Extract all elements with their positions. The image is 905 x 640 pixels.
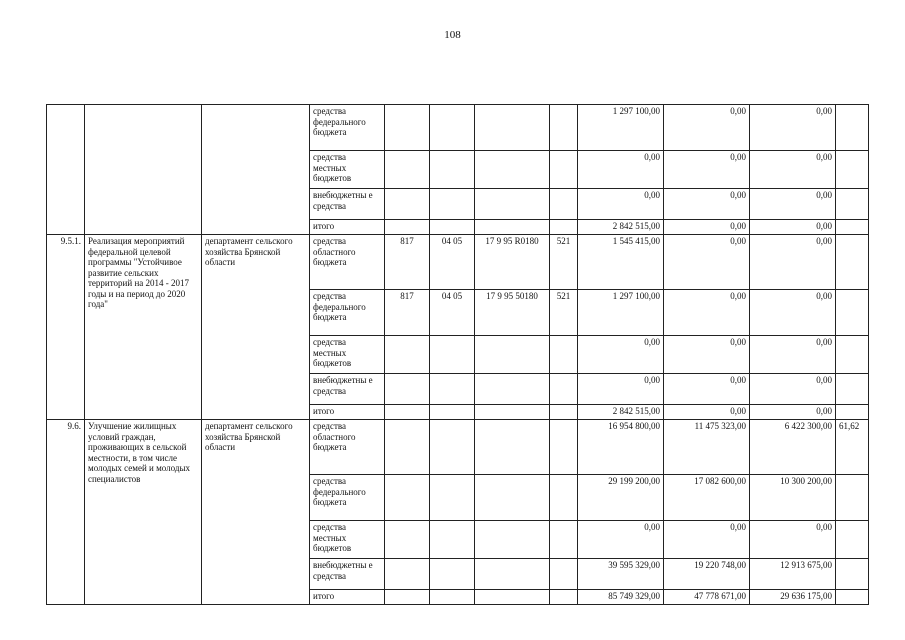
amount-1-cell: 39 595 329,00 <box>578 559 664 590</box>
code-b-cell <box>430 590 475 605</box>
funding-source-cell: средства федерального бюджета <box>310 475 385 521</box>
code-c-cell <box>475 475 550 521</box>
item-index-cell: 9.5.1. <box>47 235 85 420</box>
amount-1-cell: 0,00 <box>578 151 664 189</box>
code-a-cell: 817 <box>385 235 430 290</box>
code-d-cell: 521 <box>550 235 578 290</box>
code-c-cell <box>475 189 550 220</box>
code-a-cell <box>385 374 430 405</box>
percent-cell <box>836 151 869 189</box>
amount-3-cell: 0,00 <box>750 151 836 189</box>
code-c-cell <box>475 151 550 189</box>
code-b-cell <box>430 559 475 590</box>
amount-2-cell: 0,00 <box>664 105 750 151</box>
amount-1-cell: 1 297 100,00 <box>578 105 664 151</box>
executor-cell: департамент сельского хозяйства Брянской области <box>202 420 310 605</box>
code-d-cell <box>550 405 578 420</box>
amount-2-cell: 0,00 <box>664 336 750 374</box>
percent-cell <box>836 220 869 235</box>
code-c-cell <box>475 336 550 374</box>
code-d-cell <box>550 151 578 189</box>
code-b-cell <box>430 475 475 521</box>
code-c-cell <box>475 105 550 151</box>
code-a-cell <box>385 220 430 235</box>
item-name-cell: Реализация мероприятий федеральной целевой программы "Устойчивое развитие сельских территорий на 2014 - 2017 годы и на период до 2020 года" <box>85 235 202 420</box>
item-index-cell: 9.6. <box>47 420 85 605</box>
funding-source-cell: итого <box>310 590 385 605</box>
amount-2-cell: 0,00 <box>664 220 750 235</box>
code-d-cell <box>550 590 578 605</box>
amount-2-cell: 0,00 <box>664 374 750 405</box>
percent-cell <box>836 189 869 220</box>
item-index-cell <box>47 105 85 235</box>
percent-cell: 61,62 <box>836 420 869 475</box>
funding-source-cell: внебюджетны е средства <box>310 374 385 405</box>
funding-source-cell: средства местных бюджетов <box>310 336 385 374</box>
code-b-cell <box>430 405 475 420</box>
amount-2-cell: 0,00 <box>664 521 750 559</box>
amount-2-cell: 0,00 <box>664 405 750 420</box>
amount-3-cell: 0,00 <box>750 105 836 151</box>
percent-cell <box>836 235 869 290</box>
table-row <box>47 420 869 475</box>
code-a-cell <box>385 590 430 605</box>
amount-2-cell: 0,00 <box>664 235 750 290</box>
code-a-cell <box>385 151 430 189</box>
code-a-cell <box>385 405 430 420</box>
amount-1-cell: 0,00 <box>578 189 664 220</box>
executor-cell <box>202 105 310 235</box>
percent-cell <box>836 290 869 336</box>
percent-cell <box>836 336 869 374</box>
funding-source-cell: внебюджетны е средства <box>310 559 385 590</box>
code-a-cell <box>385 420 430 475</box>
code-d-cell <box>550 336 578 374</box>
table-row <box>47 105 869 151</box>
amount-2-cell: 17 082 600,00 <box>664 475 750 521</box>
amount-1-cell: 16 954 800,00 <box>578 420 664 475</box>
amount-3-cell: 0,00 <box>750 405 836 420</box>
table-row <box>47 235 869 290</box>
amount-1-cell: 1 297 100,00 <box>578 290 664 336</box>
code-a-cell <box>385 475 430 521</box>
code-d-cell <box>550 559 578 590</box>
code-b-cell <box>430 105 475 151</box>
code-c-cell <box>475 374 550 405</box>
amount-3-cell: 10 300 200,00 <box>750 475 836 521</box>
amount-2-cell: 0,00 <box>664 189 750 220</box>
code-a-cell <box>385 336 430 374</box>
funding-source-cell: внебюджетны е средства <box>310 189 385 220</box>
amount-1-cell: 29 199 200,00 <box>578 475 664 521</box>
amount-3-cell: 0,00 <box>750 336 836 374</box>
item-name-cell <box>85 105 202 235</box>
code-a-cell <box>385 521 430 559</box>
code-c-cell <box>475 559 550 590</box>
code-a-cell <box>385 189 430 220</box>
code-d-cell: 521 <box>550 290 578 336</box>
amount-1-cell: 0,00 <box>578 374 664 405</box>
amount-3-cell: 0,00 <box>750 235 836 290</box>
budget-table <box>46 104 869 605</box>
page-number: 108 <box>444 29 461 41</box>
amount-1-cell: 85 749 329,00 <box>578 590 664 605</box>
amount-3-cell: 0,00 <box>750 521 836 559</box>
code-b-cell <box>430 521 475 559</box>
amount-3-cell: 6 422 300,00 <box>750 420 836 475</box>
code-b-cell <box>430 151 475 189</box>
amount-1-cell: 2 842 515,00 <box>578 405 664 420</box>
funding-source-cell: средства местных бюджетов <box>310 521 385 559</box>
code-b-cell <box>430 336 475 374</box>
code-a-cell: 817 <box>385 290 430 336</box>
code-b-cell <box>430 374 475 405</box>
code-a-cell <box>385 559 430 590</box>
code-d-cell <box>550 521 578 559</box>
code-d-cell <box>550 475 578 521</box>
percent-cell <box>836 521 869 559</box>
amount-3-cell: 0,00 <box>750 374 836 405</box>
funding-source-cell: средства областного бюджета <box>310 235 385 290</box>
code-b-cell <box>430 220 475 235</box>
amount-2-cell: 47 778 671,00 <box>664 590 750 605</box>
code-c-cell: 17 9 95 R0180 <box>475 235 550 290</box>
percent-cell <box>836 105 869 151</box>
funding-source-cell: итого <box>310 220 385 235</box>
amount-1-cell: 0,00 <box>578 521 664 559</box>
code-d-cell <box>550 189 578 220</box>
code-b-cell: 04 05 <box>430 290 475 336</box>
amount-1-cell: 2 842 515,00 <box>578 220 664 235</box>
code-b-cell: 04 05 <box>430 235 475 290</box>
amount-2-cell: 19 220 748,00 <box>664 559 750 590</box>
amount-2-cell: 11 475 323,00 <box>664 420 750 475</box>
percent-cell <box>836 374 869 405</box>
code-b-cell <box>430 189 475 220</box>
code-d-cell <box>550 374 578 405</box>
code-c-cell <box>475 590 550 605</box>
funding-source-cell: итого <box>310 405 385 420</box>
funding-source-cell: средства областного бюджета <box>310 420 385 475</box>
code-d-cell <box>550 420 578 475</box>
percent-cell <box>836 590 869 605</box>
percent-cell <box>836 559 869 590</box>
code-d-cell <box>550 220 578 235</box>
code-c-cell <box>475 220 550 235</box>
amount-3-cell: 0,00 <box>750 290 836 336</box>
amount-1-cell: 0,00 <box>578 336 664 374</box>
code-c-cell: 17 9 95 50180 <box>475 290 550 336</box>
amount-2-cell: 0,00 <box>664 151 750 189</box>
amount-3-cell: 12 913 675,00 <box>750 559 836 590</box>
funding-source-cell: средства местных бюджетов <box>310 151 385 189</box>
item-name-cell: Улучшение жилищных условий граждан, проживающих в сельской местности, в том числе молодых семей и молодых специалистов <box>85 420 202 605</box>
funding-source-cell: средства федерального бюджета <box>310 290 385 336</box>
percent-cell <box>836 475 869 521</box>
amount-3-cell: 0,00 <box>750 220 836 235</box>
code-b-cell <box>430 420 475 475</box>
funding-source-cell: средства федерального бюджета <box>310 105 385 151</box>
amount-3-cell: 0,00 <box>750 189 836 220</box>
code-d-cell <box>550 105 578 151</box>
code-c-cell <box>475 405 550 420</box>
percent-cell <box>836 405 869 420</box>
code-c-cell <box>475 420 550 475</box>
amount-3-cell: 29 636 175,00 <box>750 590 836 605</box>
executor-cell: департамент сельского хозяйства Брянской области <box>202 235 310 420</box>
code-c-cell <box>475 521 550 559</box>
amount-2-cell: 0,00 <box>664 290 750 336</box>
amount-1-cell: 1 545 415,00 <box>578 235 664 290</box>
code-a-cell <box>385 105 430 151</box>
